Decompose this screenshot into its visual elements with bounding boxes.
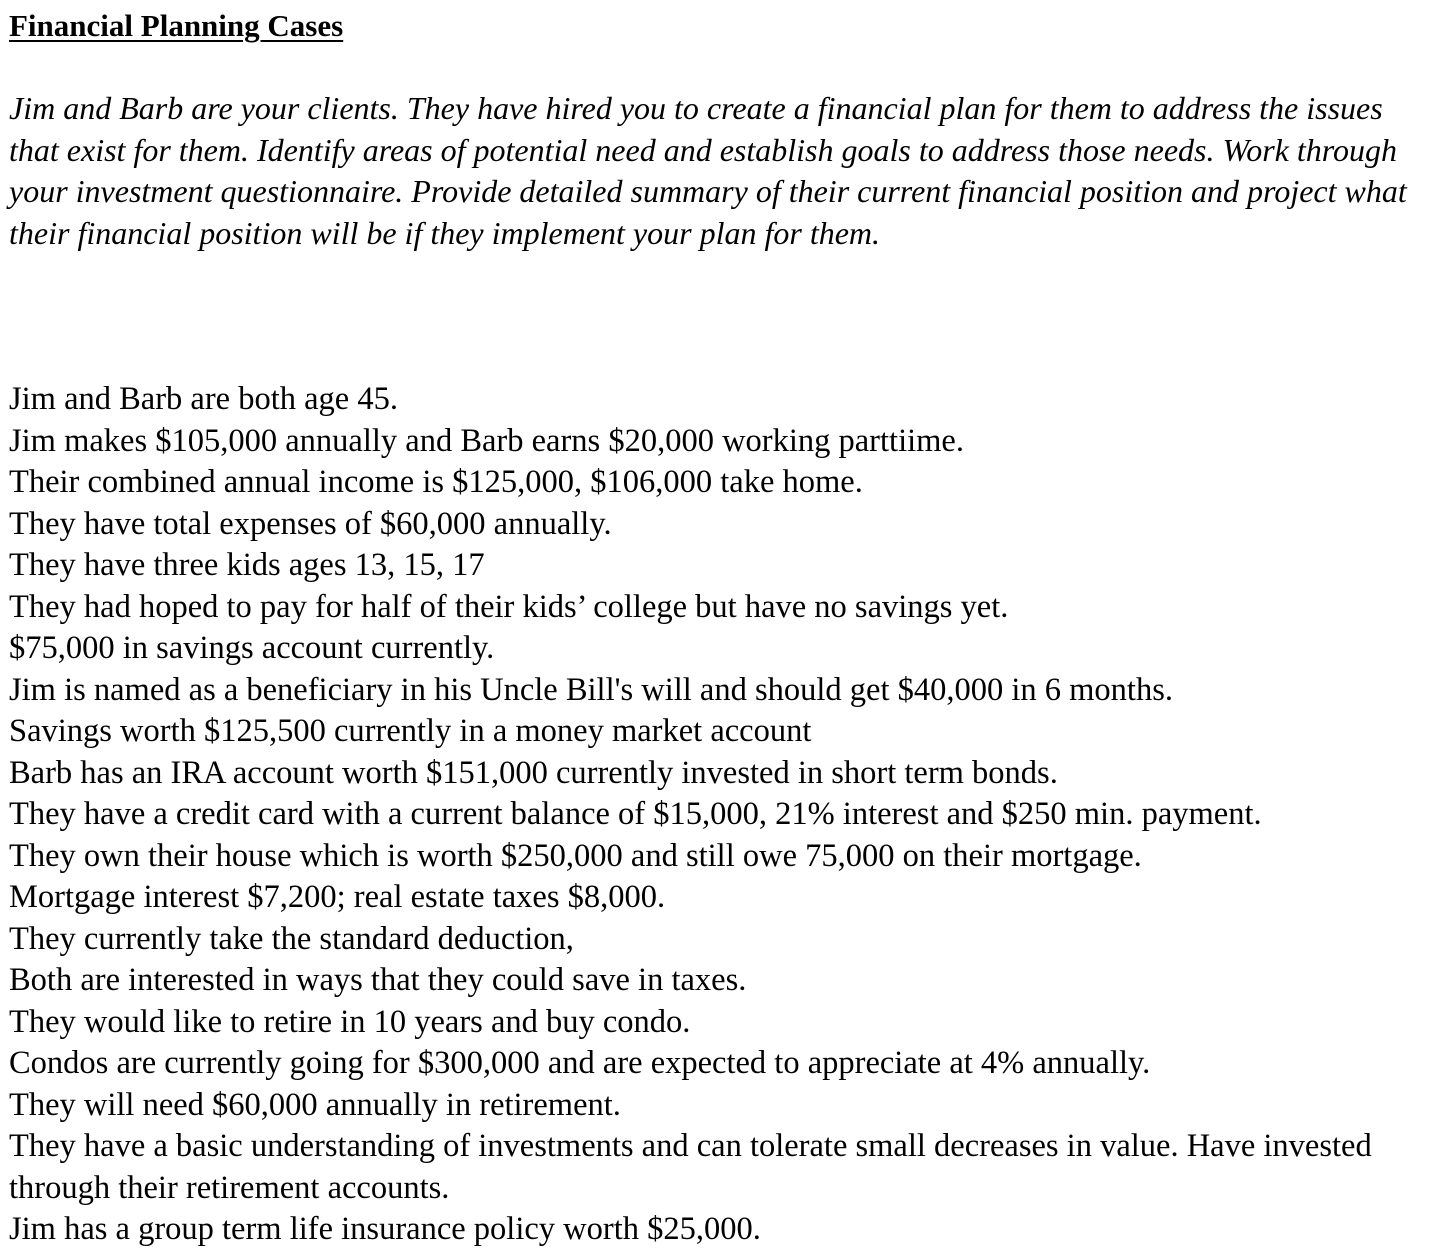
fact-credit-card: They have a credit card with a current balance of $15,000, 21% interest and $250 min. payment. <box>9 796 1262 832</box>
fact-expenses: They have total expenses of $60,000 annually. <box>9 505 612 542</box>
fact-salaries: Jim makes $105,000 annually and Barb earns $20,000 working parttiime. <box>9 422 964 459</box>
fact-retirement-income: They will need $60,000 annually in retirement. <box>9 1086 621 1123</box>
fact-retirement-plan: They would like to retire in 10 years and buy condo. <box>9 1003 691 1040</box>
fact-house: They own their house which is worth $250,000 and still owe 75,000 on their mortgage. <box>9 837 1142 874</box>
fact-money-market: Savings worth $125,500 currently in a money market account <box>9 713 812 749</box>
client-facts-list <box>9 379 1429 1251</box>
case-instructions: Jim and Barb are your clients. They have hired you to create a financial plan for them to address the issues that exist for them. Identify areas of potential need and establish goals to address those needs. Work through your investment questionnaire. Provide detailed summary of their current financial position and project what their financial position will be if they implement your plan for them. <box>9 90 1407 251</box>
fact-condo-price: Condos are currently going for $300,000 and are expected to appreciate at 4% annually. <box>9 1045 1151 1081</box>
fact-inheritance: Jim is named as a beneficiary in his Uncle Bill's will and should get $40,000 in 6 months. <box>9 671 1173 708</box>
fact-deduction: They currently take the standard deduction, <box>9 920 574 957</box>
fact-ira: Barb has an IRA account worth $151,000 currently invested in short term bonds. <box>9 754 1058 791</box>
fact-combined-income: Their combined annual income is $125,000, $106,000 take home. <box>9 464 863 500</box>
fact-mortgage-taxes: Mortgage interest $7,200; real estate taxes $8,000. <box>9 879 666 915</box>
fact-risk-tolerance: They have a basic understanding of investments and can tolerate small decreases in value. Have invested through their retirement accounts. <box>9 1128 1372 1206</box>
fact-savings-account: $75,000 in savings account currently. <box>9 630 495 666</box>
fact-tax-savings: Both are interested in ways that they could save in taxes. <box>9 962 747 998</box>
fact-life-insurance: Jim has a group term life insurance policy worth $25,000. <box>9 1211 761 1247</box>
fact-ages: Jim and Barb are both age 45. <box>9 381 398 417</box>
document-title: Financial Planning Cases <box>9 8 344 43</box>
fact-college: They had hoped to pay for half of their kids’ college but have no savings yet. <box>9 588 1009 625</box>
fact-kids: They have three kids ages 13, 15, 17 <box>9 547 485 583</box>
